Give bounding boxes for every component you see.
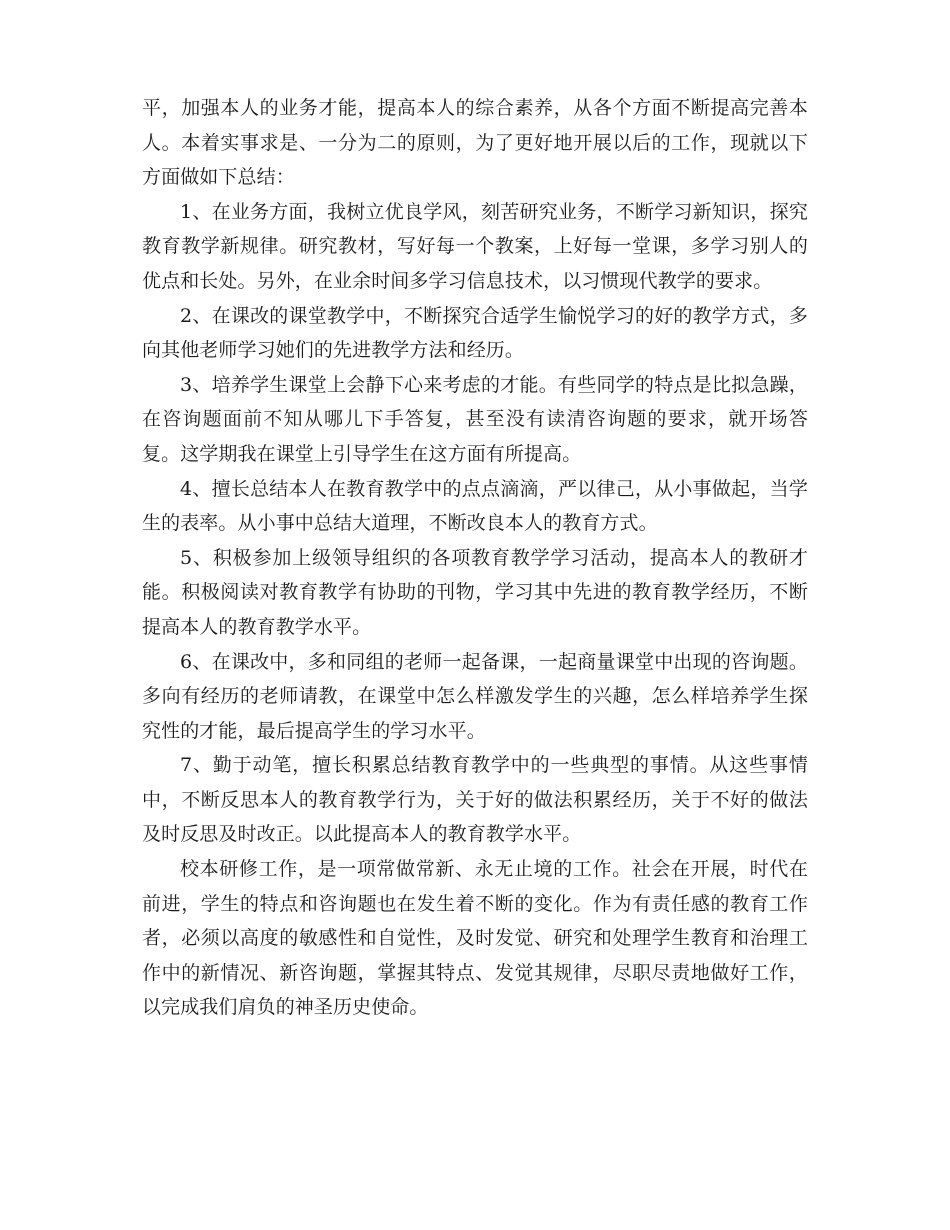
- paragraph-item-3: 3、培养学生课堂上会静下心来考虑的才能。有些同学的特点是比拟急躁，在咨询题面前不知从哪儿下手答复，甚至没有读清咨询题的要求，就开场答复。这学期我在课堂上引导学生在这方面有所提高。: [142, 373, 808, 465]
- paragraph-item-5: 5、积极参加上级领导组织的各项教育教学学习活动，提高本人的教研才能。积极阅读对教育教学有协助的刊物，学习其中先进的教育教学经历，不断提高本人的教育教学水平。: [142, 546, 808, 638]
- paragraph-item-1: 1、在业务方面，我树立优良学风，刻苦研究业务，不断学习新知识，探究教育教学新规律。研究教材，写好每一个教案，上好每一堂课，多学习别人的优点和长处。另外，在业余时间多学习信息技术，以习惯现代教学的要求。: [142, 200, 808, 292]
- document-body: [142, 91, 808, 1025]
- paragraph-item-2: 2、在课改的课堂教学中，不断探究合适学生愉悦学习的好的教学方式，多向其他老师学习她们的先进教学方法和经历。: [142, 304, 808, 362]
- paragraph-item-7: 7、勤于动笔，擅长积累总结教育教学中的一些典型的事情。从这些事情中，不断反思本人的教育教学行为，关于好的做法积累经历，关于不好的做法及时反思及时改正。以此提高本人的教育教学水平。: [142, 754, 808, 846]
- paragraph-item-6: 6、在课改中，多和同组的老师一起备课，一起商量课堂中出现的咨询题。多向有经历的老师请教，在课堂中怎么样激发学生的兴趣，怎么样培养学生探究性的才能，最后提高学生的学习水平。: [142, 650, 808, 742]
- paragraph-item-4: 4、擅长总结本人在教育教学中的点点滴滴，严以律己，从小事做起，当学生的表率。从小事中总结大道理，不断改良本人的教育方式。: [142, 477, 808, 535]
- paragraph-conclusion: 校本研修工作，是一项常做常新、永无止境的工作。社会在开展，时代在前进，学生的特点和咨询题也在发生着不断的变化。作为有责任感的教育工作者，必须以高度的敏感性和自觉性，及时发觉、研究和处理学生教育和治理工作中的新情况、新咨询题，掌握其特点、发觉其规律，尽职尽责地做好工作，以完成我们肩负的神圣历史使命。: [142, 858, 808, 1019]
- paragraph-continuation: 平，加强本人的业务才能，提高本人的综合素养，从各个方面不断提高完善本人。本着实事求是、一分为二的原则，为了更好地开展以后的工作，现就以下方面做如下总结：: [142, 97, 808, 189]
